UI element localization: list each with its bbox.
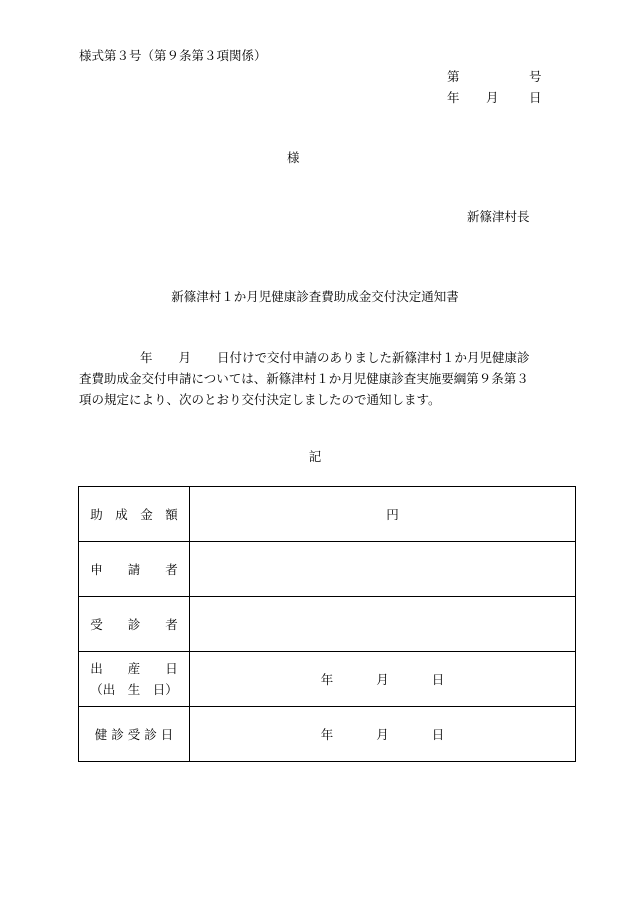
doc-number-prefix: 第: [447, 69, 460, 84]
birth-date-value-cell: [190, 652, 576, 707]
table-row-exam-date: [79, 707, 576, 762]
table-row-examinee: [79, 597, 576, 652]
birth-date-label: [79, 652, 190, 707]
notice-body: [79, 347, 579, 410]
amount-unit: 円: [386, 507, 399, 522]
notice-month: 月: [178, 350, 192, 365]
notice-year: 年: [140, 350, 153, 365]
notice-line-1: [79, 347, 579, 368]
addressee-honorific: 様: [287, 150, 300, 165]
exam-date-month: 月: [376, 727, 389, 742]
form-number: 様式第３号（第９条第３項関係）: [79, 48, 267, 63]
document-title: 新篠津村１か月児健康診査費助成金交付決定通知書: [171, 289, 459, 304]
doc-number-suffix: 号: [529, 69, 542, 84]
notice-line-2: 査費助成金交付申請については、新篠津村１か月児健康診査実施要綱第９条第３: [79, 371, 529, 386]
ki-heading: 記: [308, 449, 322, 464]
table-row-amount: [79, 487, 576, 542]
amount-value-cell: [190, 487, 576, 542]
amount-label: 助 成 金 額: [79, 487, 190, 542]
notice-line-1-text: 日付けで交付申請のありました新篠津村１か月児健康診: [217, 350, 530, 365]
birth-date-label-line-1: 出 産 日: [90, 661, 178, 676]
table-row-birth-date: [79, 652, 576, 707]
issue-date-day: 日: [529, 90, 542, 105]
examinee-value-cell: [190, 597, 576, 652]
applicant-label: 申 請 者: [79, 542, 190, 597]
issue-date-month: 月: [486, 90, 499, 105]
examinee-label: 受 診 者: [79, 597, 190, 652]
exam-date-value-cell: [190, 707, 576, 762]
exam-date-day: 日: [431, 727, 445, 742]
notice-line-3: 項の規定により、次のとおり交付決定しましたので通知します。: [79, 392, 441, 407]
birth-date-year: 年: [320, 672, 334, 687]
birth-date-day: 日: [431, 672, 445, 687]
exam-date-year: 年: [320, 727, 334, 742]
issue-date-year: 年: [447, 90, 460, 105]
applicant-value-cell: [190, 542, 576, 597]
exam-date-label: 健 診 受 診 日: [79, 707, 190, 762]
table-row-applicant: [79, 542, 576, 597]
birth-date-label-line-2: （出 生 日）: [90, 682, 178, 697]
sender-name: 新篠津村長: [467, 209, 530, 224]
details-table: [78, 486, 576, 762]
birth-date-month: 月: [376, 672, 389, 687]
